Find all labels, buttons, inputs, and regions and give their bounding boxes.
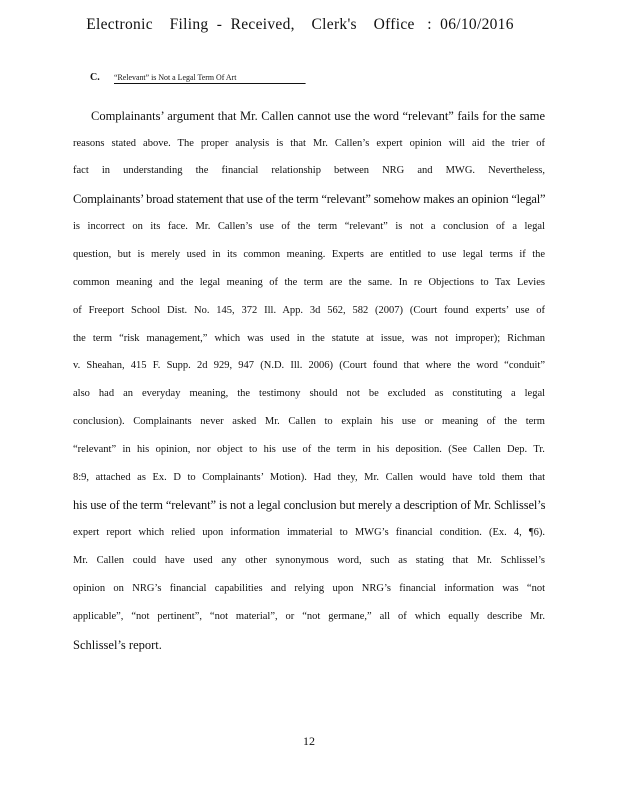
paragraph-line: expert report which relied upon information immaterial to MWG’s financial condition. (Ex. 4, ¶6). bbox=[73, 527, 545, 538]
filing-stamp: Electronic Filing - Received, Clerk's Office : 06/10/2016 bbox=[86, 16, 514, 33]
paragraph-line: Schlissel’s report. bbox=[73, 638, 162, 652]
paragraph-line: v. Sheahan, 415 F. Supp. 2d 929, 947 (N.D. Ill. 2006) (Court found that where the word “conduit” bbox=[73, 360, 545, 371]
section-heading bbox=[90, 72, 320, 84]
paragraph-line: Complainants’ broad statement that use of the term “relevant” somehow makes an opinion “legal” bbox=[73, 192, 546, 206]
paragraph-line: reasons stated above. The proper analysis is that Mr. Callen’s expert opinion will aid the trier of bbox=[73, 138, 546, 149]
paragraph-line: also had an everyday meaning, the testimony should not be excluded as constituting a legal bbox=[73, 388, 546, 399]
page-number: 12 bbox=[303, 734, 315, 748]
paragraph-line: conclusion). Complainants never asked Mr. Callen to explain his use or meaning of the term bbox=[73, 416, 545, 427]
paragraph-line: his use of the term “relevant” is not a legal conclusion but merely a description of Mr. Schlissel’s bbox=[73, 498, 546, 512]
paragraph-line: common meaning and the legal meaning of the term are the same. In re Objections to Tax Levies bbox=[73, 277, 545, 288]
section-title: “Relevant” is Not a Legal Term Of Art bbox=[114, 72, 306, 84]
paragraph-line: Mr. Callen could have used any other synonymous word, such as stating that Mr. Schlissel’s bbox=[73, 555, 545, 566]
section-label: C. bbox=[90, 72, 100, 83]
paragraph-line: of Freeport School Dist. No. 145, 372 Ill. App. 3d 562, 582 (2007) (Court found experts’ use of bbox=[73, 305, 545, 316]
paragraph-line: Complainants’ argument that Mr. Callen cannot use the word “relevant” fails for the same bbox=[91, 109, 546, 123]
paragraph-line: “relevant” in his opinion, nor object to his use of the term in his deposition. (See Callen Dep. Tr. bbox=[73, 444, 545, 455]
paragraph-line: fact in understanding the financial relationship between NRG and MWG. Nevertheless, bbox=[73, 165, 545, 176]
paragraph-line: the term “risk management,” which was used in the statute at issue, was not improper); Richman bbox=[73, 333, 546, 344]
paragraph-line: applicable”, “not pertinent”, “not material”, or “not germane,” all of which equally describe Mr. bbox=[73, 611, 545, 622]
paragraph-line: opinion on NRG’s financial capabilities and relying upon NRG’s financial information was “not bbox=[73, 583, 545, 594]
paragraph-line: 8:9, attached as Ex. D to Complainants’ Motion). Had they, Mr. Callen would have told them that bbox=[73, 472, 546, 483]
paragraph-line: is incorrect on its face. Mr. Callen’s use of the term “relevant” is not a conclusion of a legal bbox=[73, 221, 545, 232]
paragraph-line: question, but is merely used in its common meaning. Experts are entitled to use legal terms if the bbox=[73, 249, 546, 260]
